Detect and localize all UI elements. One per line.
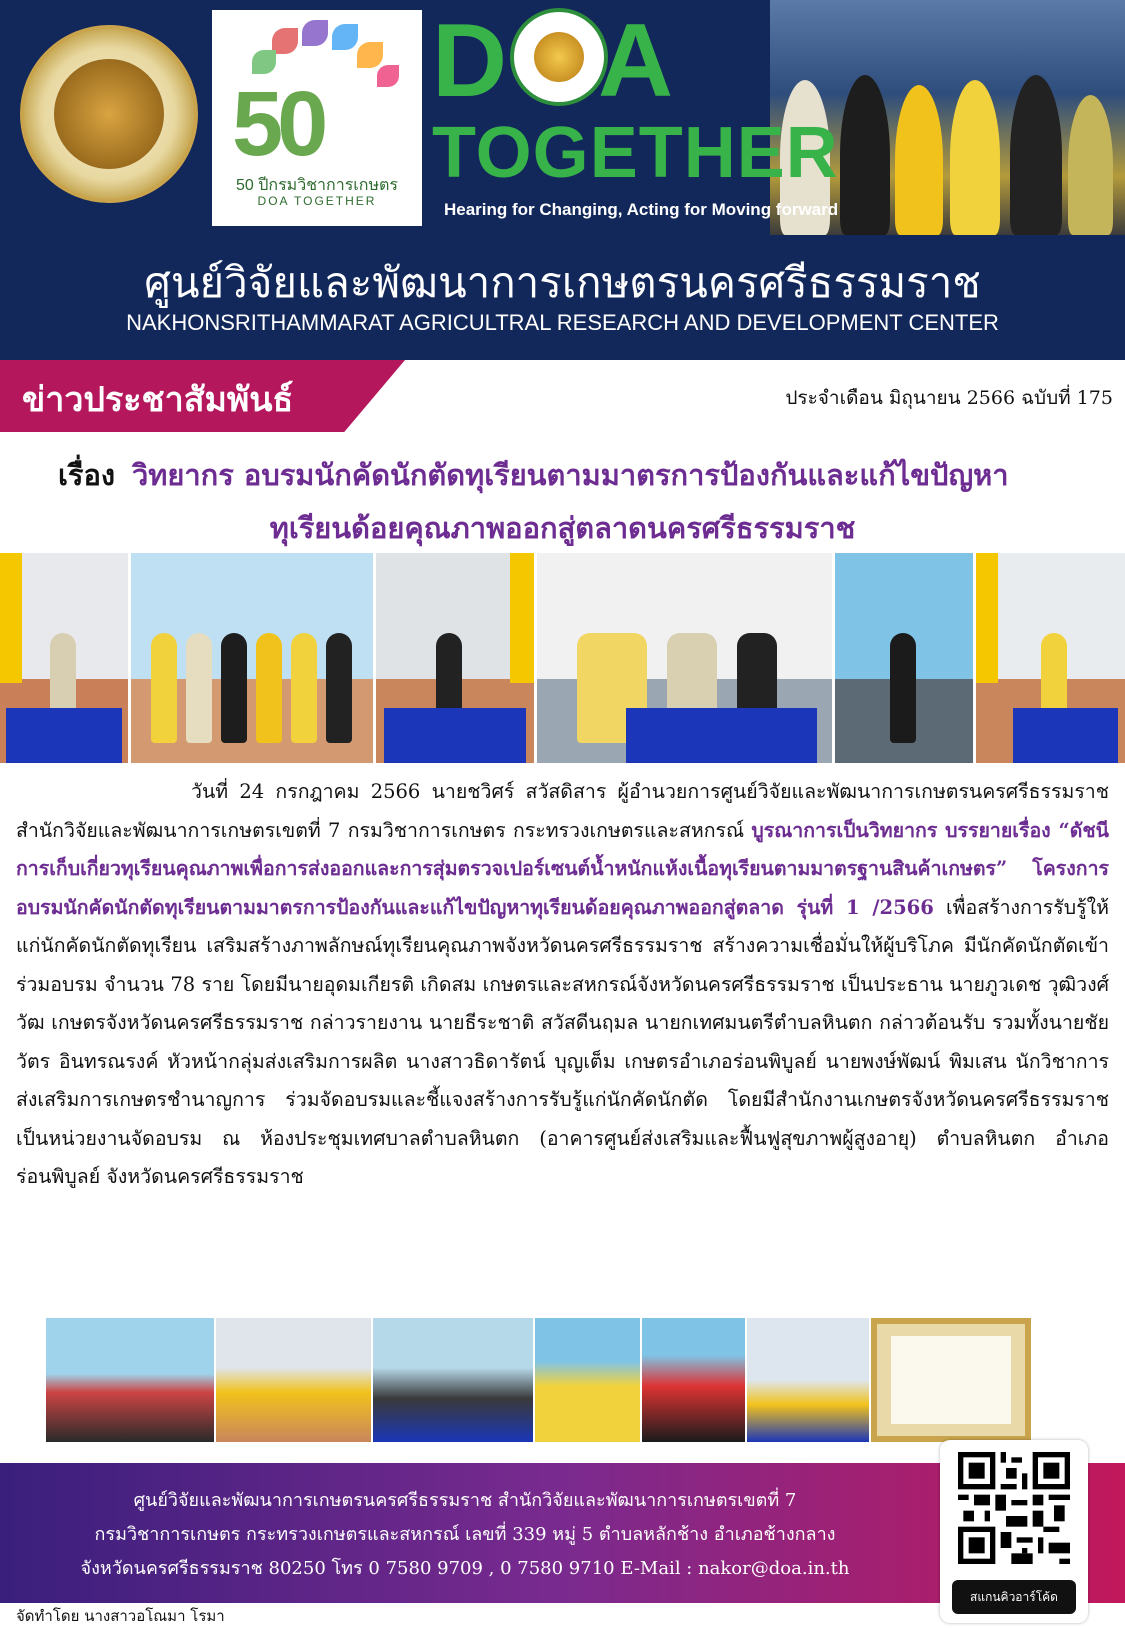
center-name-th: ศูนย์วิจัยและพัฒนาการเกษตรนครศรีธรรมราช <box>144 258 981 307</box>
doa-50-years-logo <box>212 10 422 226</box>
department-seal-icon <box>510 8 608 106</box>
event-photo <box>376 553 534 763</box>
doa-letter-d: D <box>432 3 508 119</box>
body-part-2: เพื่อสร้างการรับรู้ให้แก่นักคัดนักตัดทุเรียน เสริมสร้างภาพลักษณ์ทุเรียนคุณภาพจังหวัดนครศรีธรรมราช สร้างความเชื่อมั่นให้ผู้บริโภค มีนักคัดนักตัดเข้าร่วมอบรม จำนวน 78 ราย โดยมีนายอุดมเกียรติ เกิดสม เกษตรและสหกรณ์จังหวัดนครศรีธรรมราช เป็นประธาน นายภูวเดช วุฒิวงศ์วัฒ เกษตรจังหวัดนครศรีธรรมราช กล่าวรายงาน นายธีระชาติ สวัสดีนฤมล นายกเทศมนตรีตำบลหินตก กล่าวต้อนรับ รวมทั้งนายชัยวัตร อินทรณรงค์ หัวหน้ากลุ่มส่งเสริมการผลิต นางสาวธิดารัตน์ บุญเต็ม เกษตรอำเภอร่อนพิบูลย์ นายพงษ์พัฒน์ พิมเสน นักวิชาการส่งเสริมการเกษตรชำนาญการ ร่วมจัดอบรมและชี้แจงสร้างการรับรู้แก่นักคัดนักตัด โดยมีสำนักงานเกษตรจังหวัดนครศรีธรรมราช เป็นหน่วยงานจัดอบรม ณ ห้องประชุมเทศบาลตำบลหินตก (อาคารศูนย์ส่งเสริมและฟื้นฟูสุขภาพผู้สูงอายุ) ตำบลหินตก อำเภอร่อนพิบูลย์ จังหวัดนครศรีธรรมราช <box>16 895 1109 1188</box>
event-photo <box>131 553 373 763</box>
logo50-caption: 50 ปีกรมวิชาการเกษตร <box>235 177 398 194</box>
body-highlight: บูรณาการเป็นวิทยากร บรรยายเรื่อง “ดัชนีการเก็บเกี่ยวทุเรียนคุณภาพเพื่อการส่งออกและการสุ่มตรวจเปอร์เซนต์น้ำหนักแห้งเนื้อทุเรียนตามมาตรฐานสินค้าเกษตร” โครงการอบรมนักคัดนักตัดทุเรียนตามมาตรการป้องกันและแก้ไขปัญหาทุเรียนด้อยคุณภาพออกสู่ตลาด รุ่นที่ 1 /2566 <box>16 818 1109 919</box>
title-line-1: วิทยากร อบรมนักคัดนักตัดทุเรียนตามมาตรการป้องกันและแก้ไขปัญหา <box>132 458 1009 492</box>
qr-code-icon <box>958 1452 1070 1564</box>
event-photo <box>537 553 832 763</box>
credit-line: จัดทำโดย นางสาวอโณมา โรมา <box>16 1607 225 1625</box>
event-photo <box>976 553 1125 763</box>
footer-line-1: ศูนย์วิจัยและพัฒนาการเกษตรนครศรีธรรมราช สำนักวิจัยและพัฒนาการเกษตรเขตที่ 7 <box>133 1490 797 1511</box>
certificate-photo <box>871 1318 1031 1442</box>
header-banner <box>0 0 1125 360</box>
ministry-emblem <box>20 25 198 203</box>
center-name-en: NAKHONSRITHAMMARAT AGRICULTRAL RESEARCH AND DEVELOPMENT CENTER <box>126 310 999 335</box>
event-photo <box>835 553 973 763</box>
event-photo-strip <box>0 553 1125 763</box>
event-photo <box>0 553 128 763</box>
article-body <box>16 773 1109 1197</box>
logo50-caption-en: DOA TOGETHER <box>257 194 377 208</box>
footer-line-2: กรมวิชาการเกษตร กระทรวงเกษตรและสหกรณ์ เลขที่ 339 หมู่ 5 ตำบลหลักช้าง อำเภอช้างกลาง <box>94 1524 836 1545</box>
logo50-number: 50 <box>232 73 323 175</box>
title-prefix: เรื่อง <box>58 458 116 492</box>
event-photo-strip-bottom <box>46 1318 1046 1442</box>
title-line-2: ทุเรียนด้อยคุณภาพออกสู่ตลาดนครศรีธรรมราช <box>269 511 856 545</box>
qr-caption: สแกนคิวอาร์โค้ด <box>952 1580 1076 1614</box>
news-label: ข่าวประชาสัมพันธ์ <box>22 380 294 420</box>
event-photo <box>46 1318 214 1442</box>
together-wordmark: TOGETHER <box>432 113 839 193</box>
doa-letter-a: A <box>598 3 674 119</box>
event-photo <box>535 1318 640 1442</box>
issue-info: ประจำเดือน มิถุนายน 2566 ฉบับที่ 175 <box>785 387 1113 409</box>
footer-line-3: จังหวัดนครศรีธรรมราช 80250 โทร 0 7580 9709 , 0 7580 9710 E-Mail : nakor@doa.in.th <box>80 1558 850 1579</box>
event-photo <box>373 1318 533 1442</box>
body-part-1: วันที่ 24 กรกฎาคม 2566 นายชวิศร์ สวัสดิสาร ผู้อำนวยการศูนย์วิจัยและพัฒนาการเกษตรนครศรีธรรมราช สำนักวิจัยและพัฒนาการเกษตรเขตที่ 7 กรมวิชาการเกษตร กระทรวงเกษตรและสหกรณ์ <box>16 780 1109 842</box>
event-photo <box>642 1318 745 1442</box>
event-photo <box>747 1318 869 1442</box>
event-photo <box>216 1318 371 1442</box>
qr-code-card <box>940 1440 1088 1623</box>
tagline: Hearing for Changing, Acting for Moving forward <box>444 200 839 219</box>
